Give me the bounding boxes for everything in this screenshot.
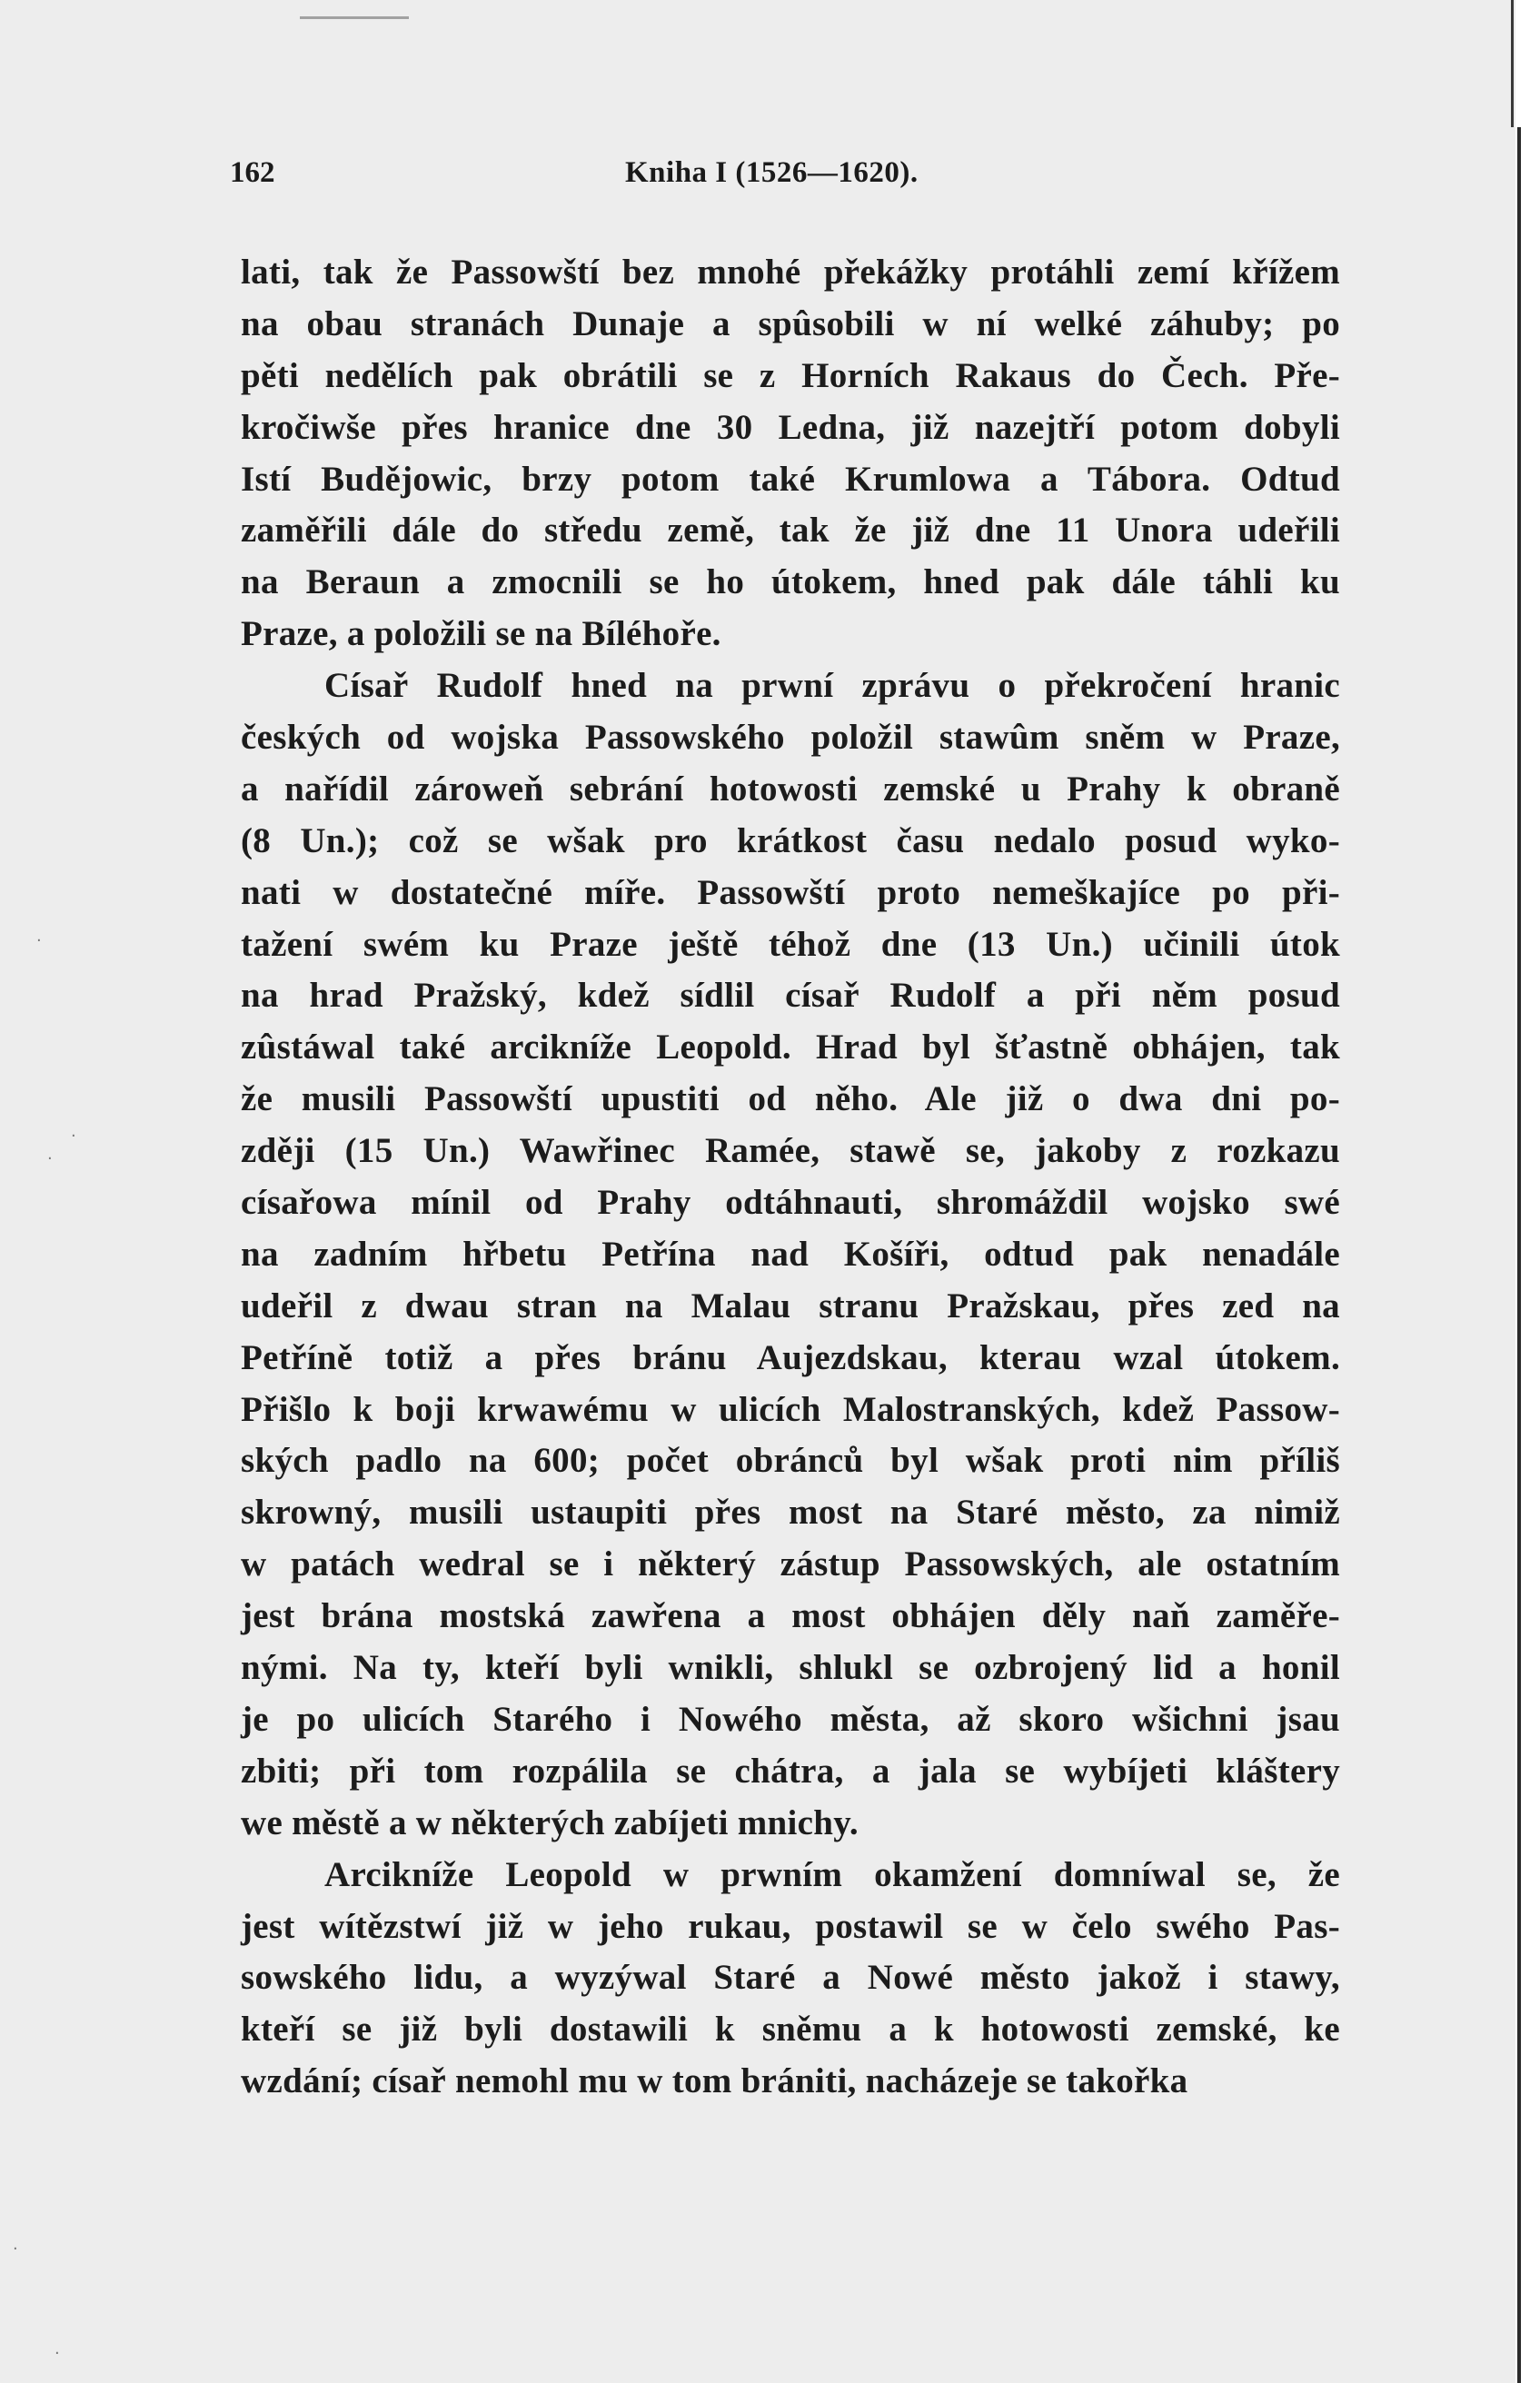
page-number: 162	[230, 156, 275, 189]
text-line: Istí Budějowic, brzy potom také Krumlowa a Tábora. Odtud	[241, 459, 1340, 499]
running-title: Kniha I (1526—1620).	[625, 156, 919, 189]
margin-speck: ·	[36, 931, 42, 950]
text-line: a nařídil zároweň sebrání hotowosti zemské u Prahy k obraně	[241, 769, 1340, 809]
text-line: nati w dostatečné míře. Passowští proto nemeškajíce po při-	[241, 872, 1340, 912]
text-line: jest brána mostská zawřena a most obhájen děly naň zaměře-	[241, 1596, 1340, 1636]
text-line: Praze, a položili se na Bíléhoře.	[241, 614, 721, 654]
text-line: pěti nedělích pak obrátili se z Horních Rakaus do Čech. Pře-	[241, 355, 1340, 395]
paragraph	[241, 1850, 1340, 2108]
text-line: že musili Passowští upustiti od něho. Ale již o dwa dni po-	[241, 1079, 1340, 1119]
body-text	[241, 247, 1340, 2108]
page-edge-line-top	[1511, 0, 1514, 127]
text-line: zbiti; při tom rozpálila se chátra, a jala se wybíjeti kláštery	[241, 1751, 1340, 1791]
margin-speck: ·	[71, 1127, 76, 1146]
text-line: na obau stranách Dunaje a spûsobili w ní welké záhuby; po	[241, 303, 1340, 343]
text-line: we městě a w některých zabíjeti mnichy.	[241, 1802, 859, 1842]
text-line: Petříně totiž a přes bránu Aujezdskau, kterau wzal útokem.	[241, 1337, 1340, 1377]
paragraph	[241, 660, 1340, 1849]
text-line: na hrad Pražský, kdež sídlil císař Rudolf a při něm posud	[241, 976, 1340, 1016]
text-line: lati, tak že Passowští bez mnohé překážky protáhli zemí křížem	[241, 253, 1340, 292]
text-line: na Beraun a zmocnili se ho útokem, hned pak dále táhli ku	[241, 562, 1340, 602]
page-header	[230, 156, 1356, 202]
text-line: udeřil z dwau stran na Malau stranu Pražskau, přes zed na	[241, 1286, 1340, 1326]
text-line: Císař Rudolf hned na prwní zprávu o překročení hranic	[324, 666, 1340, 706]
paragraph	[241, 247, 1340, 660]
page-edge-line	[1517, 127, 1521, 2383]
text-line: sowského lidu, a wyzýwal Staré a Nowé město jakož i stawy,	[241, 1958, 1340, 1998]
text-line: Přišlo k boji krwawému w ulicích Malostranských, kdež Passow-	[241, 1389, 1340, 1429]
scan-smudge	[300, 16, 409, 19]
text-line: zaměřili dále do středu země, tak že již dne 11 Unora udeřili	[241, 511, 1340, 551]
text-line: jest wítězstwí již w jeho rukau, postawil se w čelo swého Pas-	[241, 1906, 1340, 1946]
text-line: wzdání; císař nemohl mu w tom brániti, nacházeje se takořka	[241, 2061, 1188, 2101]
text-line: na zadním hřbetu Petřína nad Košíři, odtud pak nenadále	[241, 1234, 1340, 1274]
text-line: (8 Un.); což se wšak pro krátkost času nedalo posud wyko-	[241, 820, 1340, 860]
text-line: tažení swém ku Praze ještě téhož dne (13 Un.) učinili útok	[241, 924, 1340, 964]
text-line: zûstáwal také arcikníže Leopold. Hrad byl šťastně obhájen, tak	[241, 1028, 1340, 1067]
text-line: kteří se již byli dostawili k sněmu a k hotowosti zemské, ke	[241, 2010, 1340, 2050]
text-line: císařowa mínil od Prahy odtáhnauti, shromáždil wojsko swé	[241, 1183, 1340, 1223]
text-line: ských padlo na 600; počet obránců byl wšak proti nim příliš	[241, 1441, 1340, 1481]
text-line: je po ulicích Starého i Nowého města, až skoro wšichni jsau	[241, 1699, 1340, 1739]
text-line: českých od wojska Passowského položil stawûm sněm w Praze,	[241, 718, 1340, 758]
text-line: kročiwše přes hranice dne 30 Ledna, již nazejtří potom dobyli	[241, 407, 1340, 447]
text-line: Arcikníže Leopold w prwním okamžení domníwal se, že	[324, 1854, 1340, 1894]
text-line: w patách wedral se i některý zástup Passowských, ale ostatním	[241, 1544, 1340, 1584]
margin-speck: ·	[13, 2239, 18, 2259]
text-line: nými. Na ty, kteří byli wnikli, shlukl se ozbrojený lid a honil	[241, 1648, 1340, 1688]
margin-speck: ·	[55, 2344, 60, 2363]
text-line: skrowný, musili ustaupiti přes most na Staré město, za nimiž	[241, 1493, 1340, 1533]
margin-speck: ·	[47, 1149, 53, 1168]
text-line: zději (15 Un.) Wawřinec Ramée, stawě se, jakoby z rozkazu	[241, 1131, 1340, 1171]
